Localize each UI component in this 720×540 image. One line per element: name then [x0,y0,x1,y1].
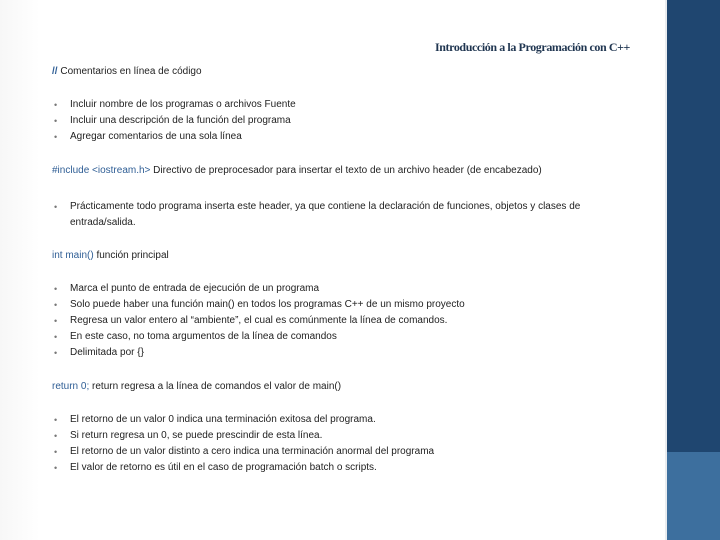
list-item-text: Marca el punto de entrada de ejecución de un programa [70,283,320,294]
list-item [52,428,642,444]
list-item [52,345,642,361]
include-list [52,199,642,231]
bullet-icon: • [54,348,58,358]
list-item-text: Solo puede haber una función main() en todos los programas C++ de un mismo proyecto [70,299,465,310]
section-heading-text: función principal [93,250,169,261]
list-item-text: Delimitada por {} [70,347,144,358]
list-item [52,460,642,476]
bullet-icon: • [54,284,58,294]
list-item-text: Incluir una descripción de la función del programa [70,115,291,126]
list-item-text: El valor de retorno es útil en el caso de programación batch o scripts. [70,462,377,473]
list-item [52,297,642,313]
side-accent-bar-lower [667,452,720,540]
list-item-text: Prácticamente todo programa inserta este header, ya que contiene la declaración de funciones, objetos y clases de entrada/salida. [70,201,581,228]
list-item [52,444,642,460]
include-code: #include <iostream.h> [52,165,151,176]
list-item [52,329,642,345]
bullet-icon: • [54,415,58,425]
list-item [52,97,642,113]
return-code: return 0; [52,381,90,392]
list-item-text: Agregar comentarios de una sola línea [70,131,242,142]
section-heading-text: Directivo de preprocesador para insertar el texto de un archivo header (de encabezado) [150,165,542,176]
section-heading-main [52,248,642,264]
section-heading-return [52,379,642,395]
section-heading-include [52,163,642,179]
list-item [52,313,642,329]
bullet-icon: • [54,300,58,310]
list-item-text: Incluir nombre de los programas o archivos Fuente [70,99,296,110]
list-item [52,412,642,428]
comments-list [52,97,642,145]
list-item-text: El retorno de un valor distinto a cero indica una terminación anormal del programa [70,446,435,457]
comment-code: // [52,66,58,77]
list-item-text: El retorno de un valor 0 indica una terminación exitosa del programa. [70,414,376,425]
list-item [52,199,642,231]
bullet-icon: • [54,316,58,326]
list-item-text: Si return regresa un 0, se puede prescindir de esta línea. [70,430,323,441]
bullet-icon: • [54,431,58,441]
main-code: int main() [52,250,94,261]
section-heading-comments [52,64,642,80]
section-heading-text: return regresa a la línea de comandos el valor de main() [89,381,342,392]
list-item [52,281,642,297]
bullet-icon: • [54,132,58,142]
bullet-icon: • [54,447,58,457]
list-item [52,113,642,129]
slide-content [52,64,642,476]
list-item-text: Regresa un valor entero al “ambiente”, el cual es comúnmente la línea de comandos. [70,315,448,326]
list-item-text: En este caso, no toma argumentos de la línea de comandos [70,331,337,342]
bullet-icon: • [54,202,58,212]
main-list [52,281,642,361]
bullet-icon: • [54,100,58,110]
bullet-icon: • [54,332,58,342]
return-list [52,412,642,476]
list-item [52,129,642,145]
section-heading-text: Comentarios en línea de código [57,66,202,77]
bullet-icon: • [54,116,58,126]
bullet-icon: • [54,463,58,473]
slide-header-title: Introducción a la Programación con C++ [434,40,630,54]
